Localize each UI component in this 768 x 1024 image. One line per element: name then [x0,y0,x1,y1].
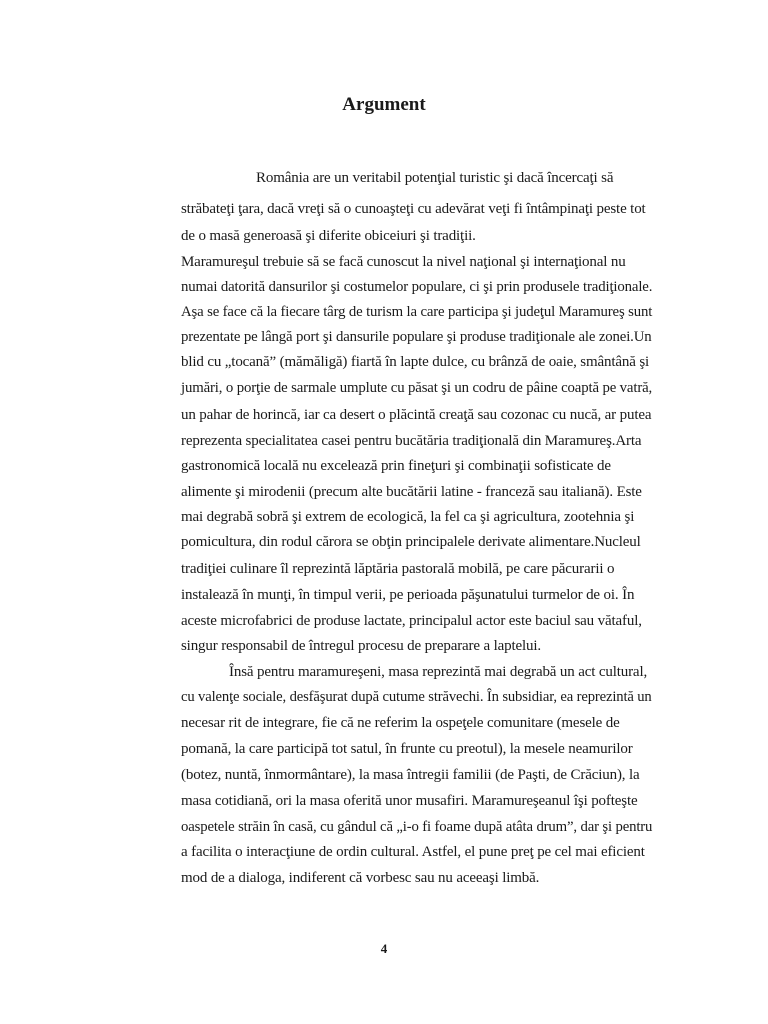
text-line-18: aceste microfabrici de produse lactate, principalul actor este baciul sau vătaful, [181,613,642,629]
text-line-1: România are un veritabil potenţial turistic şi dacă încercaţi să [256,170,614,186]
text-line-16: tradiţiei culinare îl reprezintă lăptăria pastorală mobilă, pe care păcurarii o [181,561,615,577]
text-line-10: un pahar de horincă, iar ca desert o plăcintă creaţă sau cozonac cu nucă, ar putea [181,407,652,423]
text-line-21: cu valenţe sociale, desfăşurat după cutume străvechi. În subsidiar, ea reprezintă un [181,689,652,705]
text-line-3: de o masă generoasă şi diferite obiceiuri şi tradiţii. [181,228,476,244]
text-line-12: gastronomică locală nu excelează prin fineţuri şi combinaţii sofisticate de [181,458,611,474]
text-line-19: singur responsabil de întregul procesu de preparare a laptelui. [181,638,541,654]
text-line-11: reprezenta specialitatea casei pentru bucătăria tradiţională din Maramureş.Arta [181,433,642,449]
text-line-5: numai datorită dansurilor şi costumelor populare, ci şi prin produsele tradiţionale. [181,279,653,295]
text-line-4: Maramureşul trebuie să se facă cunoscut la nivel naţional şi internaţional nu [181,254,626,270]
text-line-7: prezentate pe lângă port şi dansurile populare şi produse tradiţionale ale zonei.Un [181,329,652,345]
text-line-8: blid cu „tocană” (mămăligă) fiartă în lapte dulce, cu brânză de oaie, smântână şi [181,354,650,370]
text-line-23: pomană, la care participă tot satul, în frunte cu preotul), la mesele neamurilor [181,741,633,757]
text-line-2: străbateţi ţara, dacă vreţi să o cunoaşteţi cu adevărat veţi fi întâmpinaţi peste tot [181,201,646,217]
text-line-13: alimente şi mirodenii (precum alte bucătării latine - franceză sau italiană). Este [181,484,642,500]
text-line-14: mai degrabă sobră şi extrem de ecologică, la fel ca şi agricultura, zootehnia şi [181,509,635,525]
text-line-9: jumări, o porţie de sarmale umplute cu păsat şi un codru de pâine coaptă pe vatră, [181,380,653,396]
page-title: Argument [342,94,426,115]
text-line-27: a facilita o interacţiune de ordin cultural. Astfel, el pune preţ pe cel mai eficient [181,844,645,860]
text-line-17: instalează în munţi, în timpul verii, pe perioada păşunatului turmelor de oi. În [181,587,635,603]
text-line-22: necesar rit de integrare, fie că ne referim la ospeţele comunitare (mesele de [181,715,620,731]
text-line-15: pomicultura, din rodul cărora se obţin principalele derivate alimentare.Nucleul [181,534,641,550]
text-line-25: masa cotidiană, ori la masa oferită unor musafiri. Maramureşeanul îşi pofteşte [181,793,638,809]
text-line-26: oaspetele străin în casă, cu gândul că „i-o fi foame după atâta drum”, dar şi pentru [181,819,653,835]
page-number: 4 [380,941,388,956]
text-line-6: Aşa se face că la fiecare târg de turism la care participa şi judeţul Maramureş sunt [181,304,653,320]
text-line-24: (botez, nuntă, înmormântare), la masa întregii familii (de Paşti, de Crăciun), la [181,767,640,783]
text-line-28: mod de a dialoga, indiferent că vorbesc sau nu aceeaşi limbă. [181,870,540,886]
text-line-20: Însă pentru maramureşeni, masa reprezintă mai degrabă un act cultural, [229,664,648,680]
